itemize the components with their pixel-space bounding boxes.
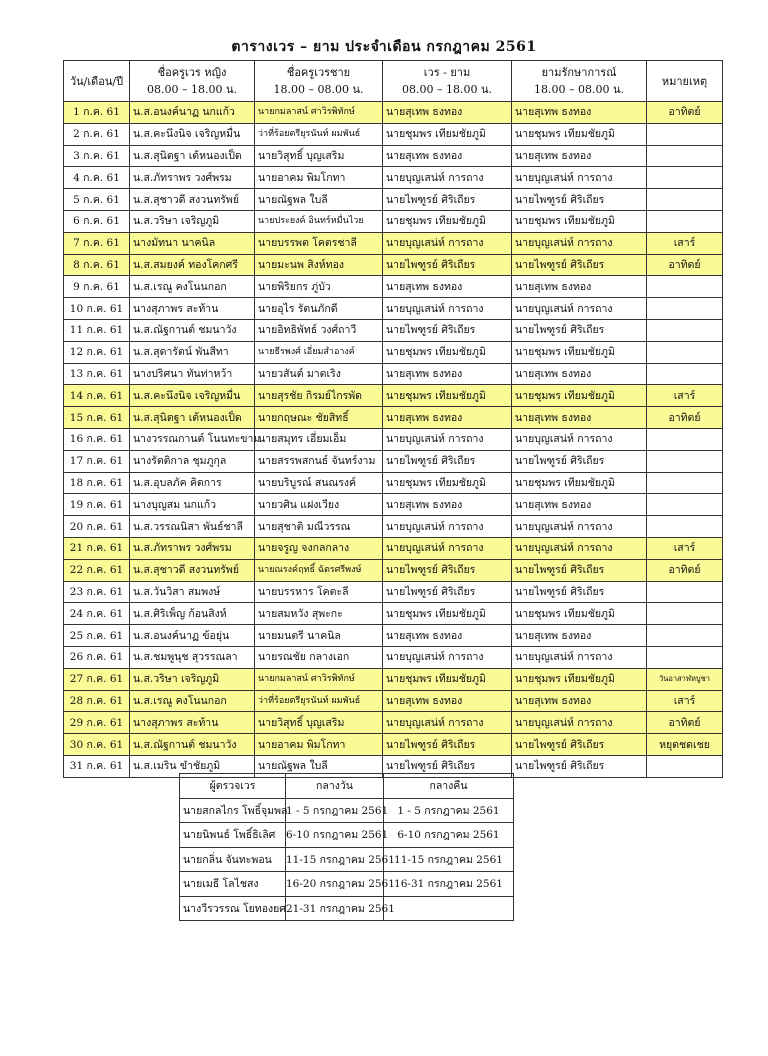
inspector-header-night: กลางคืน bbox=[384, 774, 514, 799]
schedule-row bbox=[64, 537, 723, 559]
schedule-row bbox=[64, 232, 723, 254]
male-teacher-cell: นายสมุทร เอี่ยมเอ็ม bbox=[255, 428, 383, 450]
date-cell: 11 ก.ค. 61 bbox=[64, 319, 130, 341]
security-cell: นายชุมพร เทียมชัยภูมิ bbox=[512, 472, 647, 494]
female-teacher-cell: น.ส.วันวิสา สมพงษ์ bbox=[130, 581, 255, 603]
female-teacher-cell: น.ส.สุดารัตน์ พันสีทา bbox=[130, 341, 255, 363]
header-date bbox=[64, 61, 130, 102]
remark-cell bbox=[647, 341, 723, 363]
security-cell: นายชุมพร เทียมชัยภูมิ bbox=[512, 603, 647, 625]
female-teacher-cell: น.ส.คะนึงนิจ เจริญหมื่น bbox=[130, 123, 255, 145]
remark-cell: เสาร์ bbox=[647, 232, 723, 254]
male-teacher-cell: นายณรงค์ฤทธิ์ ฉัตรศรีพงษ์ bbox=[255, 559, 383, 581]
schedule-row bbox=[64, 407, 723, 429]
security-cell: นายสุเทพ ธงทอง bbox=[512, 145, 647, 167]
female-teacher-cell: นางมัทนา นาคนิล bbox=[130, 232, 255, 254]
guard-cell: นายบุญเสน่ห์ การถาง bbox=[383, 646, 512, 668]
male-teacher-cell: นายบรรพต โคตรชาลี bbox=[255, 232, 383, 254]
male-teacher-cell: นายสมหวัง สุพะกะ bbox=[255, 603, 383, 625]
male-teacher-cell: นายประยงค์ อินทร์หมื่นไวย bbox=[255, 210, 383, 232]
page-title: ตารางเวร – ยาม ประจำเดือน กรกฎาคม 2561 bbox=[231, 39, 537, 55]
security-cell: นายสุเทพ ธงทอง bbox=[512, 407, 647, 429]
remark-cell bbox=[647, 450, 723, 472]
security-cell: นายสุเทพ ธงทอง bbox=[512, 276, 647, 298]
inspector-night-cell: 1 - 5 กรกฎาคม 2561 bbox=[384, 798, 514, 823]
remark-cell bbox=[647, 625, 723, 647]
schedule-row bbox=[64, 189, 723, 211]
date-cell: 28 ก.ค. 61 bbox=[64, 690, 130, 712]
header-guard bbox=[383, 61, 512, 102]
security-cell: นายไพฑูรย์ ศิริเถียร bbox=[512, 254, 647, 276]
inspector-night-cell: 6-10 กรกฎาคม 2561 bbox=[384, 823, 514, 848]
schedule-row bbox=[64, 646, 723, 668]
guard-cell: นายบุญเสน่ห์ การถาง bbox=[383, 298, 512, 320]
female-teacher-cell: น.ส.สุนิตฐา เต้หนองเป็ด bbox=[130, 407, 255, 429]
date-cell: 23 ก.ค. 61 bbox=[64, 581, 130, 603]
security-cell: นายไพฑูรย์ ศิริเถียร bbox=[512, 189, 647, 211]
inspector-header-day: กลางวัน bbox=[286, 774, 384, 799]
schedule-table bbox=[63, 60, 723, 778]
schedule-row bbox=[64, 276, 723, 298]
female-teacher-cell: น.ส.เรณู คงโนนกอก bbox=[130, 276, 255, 298]
male-teacher-cell: ว่าที่ร้อยตรียุรนันท์ ผมพันธ์ bbox=[255, 690, 383, 712]
schedule-row bbox=[64, 450, 723, 472]
remark-cell: อาทิตย์ bbox=[647, 254, 723, 276]
male-teacher-cell: นายวศิน แฝงเวียง bbox=[255, 494, 383, 516]
guard-cell: นายบุญเสน่ห์ การถาง bbox=[383, 712, 512, 734]
schedule-row bbox=[64, 254, 723, 276]
inspector-name-cell: นายเมธี โลไชสง bbox=[180, 872, 286, 897]
female-teacher-cell: น.ส.ชมพูนุช สุวรรณลา bbox=[130, 646, 255, 668]
date-cell: 12 ก.ค. 61 bbox=[64, 341, 130, 363]
remark-cell bbox=[647, 516, 723, 538]
guard-cell: นายสุเทพ ธงทอง bbox=[383, 145, 512, 167]
male-teacher-cell: นายกมลาสน์ ศาวิรพิทักษ์ bbox=[255, 668, 383, 690]
male-teacher-cell: นายสรรพสกนธ์ จันทร์งาม bbox=[255, 450, 383, 472]
guard-cell: นายบุญเสน่ห์ การถาง bbox=[383, 232, 512, 254]
male-teacher-cell: นายวิสุทธิ์ บุญเสริม bbox=[255, 145, 383, 167]
male-teacher-cell: นายณัฐพล ใบลี bbox=[255, 189, 383, 211]
schedule-row bbox=[64, 472, 723, 494]
female-teacher-cell: นางบุญสม นกแก้ว bbox=[130, 494, 255, 516]
guard-cell: นายสุเทพ ธงทอง bbox=[383, 690, 512, 712]
female-teacher-cell: น.ส.ศิริเพ็ญ ก้อนสิงห์ bbox=[130, 603, 255, 625]
remark-cell bbox=[647, 210, 723, 232]
security-cell: นายชุมพร เทียมชัยภูมิ bbox=[512, 668, 647, 690]
date-cell: 22 ก.ค. 61 bbox=[64, 559, 130, 581]
female-teacher-cell: น.ส.สุชาวดี สงวนทรัพย์ bbox=[130, 189, 255, 211]
guard-cell: นายชุมพร เทียมชัยภูมิ bbox=[383, 472, 512, 494]
header-date-label: วัน/เดือน/ปี bbox=[69, 74, 124, 88]
date-cell: 31 ก.ค. 61 bbox=[64, 755, 130, 777]
date-cell: 24 ก.ค. 61 bbox=[64, 603, 130, 625]
security-cell: นายบุญเสน่ห์ การถาง bbox=[512, 537, 647, 559]
header-female-name: ชื่อครูเวร หญิง bbox=[157, 66, 227, 79]
date-cell: 10 ก.ค. 61 bbox=[64, 298, 130, 320]
guard-cell: นายไพฑูรย์ ศิริเถียร bbox=[383, 581, 512, 603]
female-teacher-cell: นางรัตติกาล ชุมภูกุล bbox=[130, 450, 255, 472]
security-cell: นายบุญเสน่ห์ การถาง bbox=[512, 298, 647, 320]
schedule-header-row bbox=[64, 61, 723, 102]
female-teacher-cell: น.ส.อนงค์นาฏ นกแก้ว bbox=[130, 102, 255, 124]
male-teacher-cell: นายมะนพ สิงห์ทอง bbox=[255, 254, 383, 276]
date-cell: 7 ก.ค. 61 bbox=[64, 232, 130, 254]
male-teacher-cell: นายวสันต์ มาตเริง bbox=[255, 363, 383, 385]
guard-cell: นายสุเทพ ธงทอง bbox=[383, 407, 512, 429]
female-teacher-cell: น.ส.วรรณนิสา พันธ์ชาลี bbox=[130, 516, 255, 538]
security-cell: นายสุเทพ ธงทอง bbox=[512, 102, 647, 124]
security-cell: นายบุญเสน่ห์ การถาง bbox=[512, 167, 647, 189]
remark-cell bbox=[647, 167, 723, 189]
male-teacher-cell: นายสุชาติ มณีวรรณ bbox=[255, 516, 383, 538]
female-teacher-cell: น.ส.สุนิตฐา เต้หนองเป็ด bbox=[130, 145, 255, 167]
female-teacher-cell: น.ส.สมยงค์ ทองโคกศรี bbox=[130, 254, 255, 276]
remark-cell bbox=[647, 363, 723, 385]
male-teacher-cell: นายมนตรี นาคนิล bbox=[255, 625, 383, 647]
guard-cell: นายไพฑูรย์ ศิริเถียร bbox=[383, 254, 512, 276]
male-teacher-cell: นายพิริยกร ภู่บัว bbox=[255, 276, 383, 298]
inspector-name-cell: นายสกลไกร โพธิ์จุมพล bbox=[180, 798, 286, 823]
female-teacher-cell: น.ส.เมริน ขำชัยภูมิ bbox=[130, 755, 255, 777]
header-security-name: ยามรักษาการณ์ bbox=[541, 66, 617, 79]
remark-cell bbox=[647, 494, 723, 516]
date-cell: 9 ก.ค. 61 bbox=[64, 276, 130, 298]
male-teacher-cell: นายกมลาสน์ ศาวิรพิทักษ์ bbox=[255, 102, 383, 124]
security-cell: นายไพฑูรย์ ศิริเถียร bbox=[512, 559, 647, 581]
schedule-row bbox=[64, 494, 723, 516]
female-teacher-cell: นางสุภาพร สะท้าน bbox=[130, 298, 255, 320]
security-cell: นายบุญเสน่ห์ การถาง bbox=[512, 232, 647, 254]
male-teacher-cell: นายธีรพงศ์ เอี่ยมสำอางค์ bbox=[255, 341, 383, 363]
security-cell: นายสุเทพ ธงทอง bbox=[512, 363, 647, 385]
male-teacher-cell: นายอุไร รัตนภักดี bbox=[255, 298, 383, 320]
female-teacher-cell: น.ส.เรณู คงโนนกอก bbox=[130, 690, 255, 712]
female-teacher-cell: น.ส.วริษา เจริญภูมิ bbox=[130, 668, 255, 690]
male-teacher-cell: นายอาคม พิมโกทา bbox=[255, 734, 383, 756]
header-remark-label: หมายเหตุ bbox=[661, 74, 708, 88]
remark-cell bbox=[647, 276, 723, 298]
security-cell: นายชุมพร เทียมชัยภูมิ bbox=[512, 341, 647, 363]
inspector-table bbox=[179, 773, 514, 921]
inspector-day-cell: 11-15 กรกฎาคม 2561 bbox=[286, 847, 384, 872]
guard-cell: นายชุมพร เทียมชัยภูมิ bbox=[383, 603, 512, 625]
male-teacher-cell: นายอิทธิพัทธ์ วงศ์ถาวี bbox=[255, 319, 383, 341]
header-remark bbox=[647, 61, 723, 102]
remark-cell bbox=[647, 428, 723, 450]
header-female bbox=[130, 61, 255, 102]
security-cell: นายไพฑูรย์ ศิริเถียร bbox=[512, 734, 647, 756]
header-security-time: 18.00 – 08.00 น. bbox=[534, 83, 624, 96]
male-teacher-cell: นายสุรชัย กิรมย์ไกรพัด bbox=[255, 385, 383, 407]
header-guard-name: เวร - ยาม bbox=[423, 66, 471, 79]
remark-cell bbox=[647, 755, 723, 777]
guard-cell: นายไพฑูรย์ ศิริเถียร bbox=[383, 189, 512, 211]
female-teacher-cell: น.ส.ภัทราพร วงศ์พรม bbox=[130, 167, 255, 189]
schedule-row bbox=[64, 668, 723, 690]
security-cell: นายสุเทพ ธงทอง bbox=[512, 690, 647, 712]
male-teacher-cell: นายณัฐพล ใบลี bbox=[255, 755, 383, 777]
security-cell: นายชุมพร เทียมชัยภูมิ bbox=[512, 385, 647, 407]
date-cell: 14 ก.ค. 61 bbox=[64, 385, 130, 407]
remark-cell: เสาร์ bbox=[647, 537, 723, 559]
schedule-row bbox=[64, 167, 723, 189]
inspector-row bbox=[180, 872, 514, 897]
remark-cell: เสาร์ bbox=[647, 385, 723, 407]
remark-cell: อาทิตย์ bbox=[647, 712, 723, 734]
schedule-row bbox=[64, 145, 723, 167]
guard-cell: นายชุมพร เทียมชัยภูมิ bbox=[383, 123, 512, 145]
inspector-name-cell: นายนิพนธ์ โพธิ์ธิเลิศ bbox=[180, 823, 286, 848]
schedule-row bbox=[64, 298, 723, 320]
schedule-row bbox=[64, 581, 723, 603]
security-cell: นายสุเทพ ธงทอง bbox=[512, 494, 647, 516]
date-cell: 25 ก.ค. 61 bbox=[64, 625, 130, 647]
remark-cell bbox=[647, 145, 723, 167]
date-cell: 17 ก.ค. 61 bbox=[64, 450, 130, 472]
guard-cell: นายไพฑูรย์ ศิริเถียร bbox=[383, 755, 512, 777]
inspector-day-cell: 1 - 5 กรกฎาคม 2561 bbox=[286, 798, 384, 823]
female-teacher-cell: น.ส.อนงค์นาฏ ข้อยุ่น bbox=[130, 625, 255, 647]
schedule-row bbox=[64, 625, 723, 647]
male-teacher-cell: นายบริบูรณ์ สนณรงค์ bbox=[255, 472, 383, 494]
male-teacher-cell: นายบรรหาร โคตะลี bbox=[255, 581, 383, 603]
security-cell: นายไพฑูรย์ ศิริเถียร bbox=[512, 319, 647, 341]
remark-cell: เสาร์ bbox=[647, 690, 723, 712]
inspector-row bbox=[180, 798, 514, 823]
guard-cell: นายไพฑูรย์ ศิริเถียร bbox=[383, 319, 512, 341]
date-cell: 6 ก.ค. 61 bbox=[64, 210, 130, 232]
inspector-header-name: ผู้ตรวจเวร bbox=[180, 774, 286, 799]
female-teacher-cell: นางสุภาพร สะท้าน bbox=[130, 712, 255, 734]
security-cell: นายไพฑูรย์ ศิริเถียร bbox=[512, 450, 647, 472]
male-teacher-cell: นายรณชัย กลางเอก bbox=[255, 646, 383, 668]
schedule-row bbox=[64, 102, 723, 124]
date-cell: 1 ก.ค. 61 bbox=[64, 102, 130, 124]
date-cell: 2 ก.ค. 61 bbox=[64, 123, 130, 145]
header-security bbox=[512, 61, 647, 102]
inspector-row bbox=[180, 823, 514, 848]
schedule-row bbox=[64, 516, 723, 538]
date-cell: 5 ก.ค. 61 bbox=[64, 189, 130, 211]
male-teacher-cell: นายกฤษณะ ชัยสิทธิ์ bbox=[255, 407, 383, 429]
security-cell: นายบุญเสน่ห์ การถาง bbox=[512, 428, 647, 450]
inspector-night-cell bbox=[384, 896, 514, 921]
remark-cell bbox=[647, 123, 723, 145]
guard-cell: นายชุมพร เทียมชัยภูมิ bbox=[383, 210, 512, 232]
schedule-row bbox=[64, 319, 723, 341]
guard-cell: นายสุเทพ ธงทอง bbox=[383, 276, 512, 298]
date-cell: 13 ก.ค. 61 bbox=[64, 363, 130, 385]
guard-cell: นายสุเทพ ธงทอง bbox=[383, 494, 512, 516]
date-cell: 21 ก.ค. 61 bbox=[64, 537, 130, 559]
security-cell: นายชุมพร เทียมชัยภูมิ bbox=[512, 210, 647, 232]
female-teacher-cell: นางปริศนา ทันท่าหว้า bbox=[130, 363, 255, 385]
security-cell: นายสุเทพ ธงทอง bbox=[512, 625, 647, 647]
security-cell: นายชุมพร เทียมชัยภูมิ bbox=[512, 123, 647, 145]
male-teacher-cell: นายอาคม พิมโกทา bbox=[255, 167, 383, 189]
security-cell: นายบุญเสน่ห์ การถาง bbox=[512, 516, 647, 538]
guard-cell: นายสุเทพ ธงทอง bbox=[383, 363, 512, 385]
guard-cell: นายบุญเสน่ห์ การถาง bbox=[383, 428, 512, 450]
header-male bbox=[255, 61, 383, 102]
header-male-name: ชื่อครูเวรชาย bbox=[286, 66, 351, 79]
guard-cell: นายสุเทพ ธงทอง bbox=[383, 102, 512, 124]
security-cell: นายบุญเสน่ห์ การถาง bbox=[512, 712, 647, 734]
remark-cell bbox=[647, 319, 723, 341]
inspector-day-cell: 16-20 กรกฎาคม 2561 bbox=[286, 872, 384, 897]
security-cell: นายบุญเสน่ห์ การถาง bbox=[512, 646, 647, 668]
date-cell: 18 ก.ค. 61 bbox=[64, 472, 130, 494]
remark-cell: อาทิตย์ bbox=[647, 559, 723, 581]
guard-cell: นายบุญเสน่ห์ การถาง bbox=[383, 516, 512, 538]
remark-cell: อาทิตย์ bbox=[647, 102, 723, 124]
female-teacher-cell: น.ส.คะนึงนิจ เจริญหมื่น bbox=[130, 385, 255, 407]
guard-cell: นายบุญเสน่ห์ การถาง bbox=[383, 167, 512, 189]
female-teacher-cell: น.ส.สุชาวดี สงวนทรัพย์ bbox=[130, 559, 255, 581]
schedule-row bbox=[64, 603, 723, 625]
guard-cell: นายบุญเสน่ห์ การถาง bbox=[383, 537, 512, 559]
header-guard-time: 08.00 – 18.00 น. bbox=[402, 83, 492, 96]
inspector-body bbox=[180, 798, 514, 921]
date-cell: 15 ก.ค. 61 bbox=[64, 407, 130, 429]
remark-cell bbox=[647, 646, 723, 668]
female-teacher-cell: น.ส.ณัฐกานต์ ชมนาวัง bbox=[130, 734, 255, 756]
remark-cell: หยุดชดเชย bbox=[647, 734, 723, 756]
inspector-night-cell: 11-15 กรกฎาคม 2561 bbox=[384, 847, 514, 872]
schedule-body bbox=[64, 102, 723, 778]
date-cell: 8 ก.ค. 61 bbox=[64, 254, 130, 276]
guard-cell: นายสุเทพ ธงทอง bbox=[383, 625, 512, 647]
schedule-row bbox=[64, 210, 723, 232]
date-cell: 3 ก.ค. 61 bbox=[64, 145, 130, 167]
date-cell: 20 ก.ค. 61 bbox=[64, 516, 130, 538]
date-cell: 4 ก.ค. 61 bbox=[64, 167, 130, 189]
date-cell: 26 ก.ค. 61 bbox=[64, 646, 130, 668]
schedule-row bbox=[64, 385, 723, 407]
female-teacher-cell: น.ส.ภัทราพร วงศ์พรม bbox=[130, 537, 255, 559]
schedule-row bbox=[64, 690, 723, 712]
remark-cell bbox=[647, 189, 723, 211]
schedule-row bbox=[64, 363, 723, 385]
inspector-day-cell: 6-10 กรกฎาคม 2561 bbox=[286, 823, 384, 848]
inspector-header-row bbox=[180, 774, 514, 799]
schedule-row bbox=[64, 734, 723, 756]
remark-cell bbox=[647, 298, 723, 320]
schedule-row bbox=[64, 712, 723, 734]
guard-cell: นายชุมพร เทียมชัยภูมิ bbox=[383, 385, 512, 407]
male-teacher-cell: ว่าที่ร้อยตรียุรนันท์ ผมพันธ์ bbox=[255, 123, 383, 145]
guard-cell: นายชุมพร เทียมชัยภูมิ bbox=[383, 668, 512, 690]
schedule-row bbox=[64, 559, 723, 581]
female-teacher-cell: น.ส.วริษา เจริญภูมิ bbox=[130, 210, 255, 232]
inspector-row bbox=[180, 896, 514, 921]
security-cell: นายไพฑูรย์ ศิริเถียร bbox=[512, 755, 647, 777]
header-male-time: 18.00 – 08.00 น. bbox=[273, 83, 364, 96]
male-teacher-cell: นายจรูญ จงกลกลาง bbox=[255, 537, 383, 559]
date-cell: 27 ก.ค. 61 bbox=[64, 668, 130, 690]
guard-cell: นายไพฑูรย์ ศิริเถียร bbox=[383, 450, 512, 472]
remark-cell bbox=[647, 472, 723, 494]
inspector-night-cell: 16-31 กรกฎาคม 2561 bbox=[384, 872, 514, 897]
remark-cell bbox=[647, 603, 723, 625]
inspector-name-cell: นางวีรวรรณ โยทองยศ bbox=[180, 896, 286, 921]
security-cell: นายไพฑูรย์ ศิริเถียร bbox=[512, 581, 647, 603]
date-cell: 29 ก.ค. 61 bbox=[64, 712, 130, 734]
remark-cell: วันอาสาฬหบูชา bbox=[647, 668, 723, 690]
guard-cell: นายชุมพร เทียมชัยภูมิ bbox=[383, 341, 512, 363]
remark-cell: อาทิตย์ bbox=[647, 407, 723, 429]
header-female-time: 08.00 – 18.00 น. bbox=[147, 83, 237, 96]
inspector-day-cell: 21-31 กรกฎาคม 2561 bbox=[286, 896, 384, 921]
date-cell: 19 ก.ค. 61 bbox=[64, 494, 130, 516]
schedule-row bbox=[64, 123, 723, 145]
guard-cell: นายไพฑูรย์ ศิริเถียร bbox=[383, 734, 512, 756]
schedule-row bbox=[64, 428, 723, 450]
female-teacher-cell: น.ส.อุบลภัค คิดการ bbox=[130, 472, 255, 494]
inspector-row bbox=[180, 847, 514, 872]
date-cell: 30 ก.ค. 61 bbox=[64, 734, 130, 756]
remark-cell bbox=[647, 581, 723, 603]
female-teacher-cell: นางวรรณกานต์ โนนทะขาม bbox=[130, 428, 255, 450]
female-teacher-cell: น.ส.ณัฐกานต์ ชมนาวัง bbox=[130, 319, 255, 341]
inspector-name-cell: นายกลิ่น จันทะพอน bbox=[180, 847, 286, 872]
guard-cell: นายไพฑูรย์ ศิริเถียร bbox=[383, 559, 512, 581]
date-cell: 16 ก.ค. 61 bbox=[64, 428, 130, 450]
male-teacher-cell: นายวิสุทธิ์ บุญเสริม bbox=[255, 712, 383, 734]
schedule-row bbox=[64, 341, 723, 363]
